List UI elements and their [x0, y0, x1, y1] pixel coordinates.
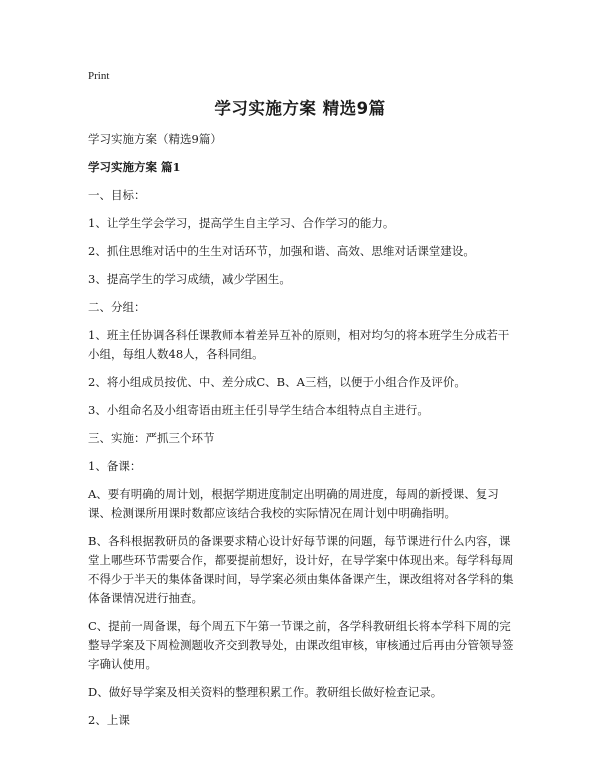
section-heading: 学习实施方案 篇1 [88, 160, 181, 174]
paragraph: 1、让学生学会学习，提高学生自主学习、合作学习的能力。 [88, 216, 395, 230]
paragraph: 一、目标： [88, 188, 146, 202]
paragraph: 1、班主任协调各科任课教师本着差异互补的原则，相对均匀的将本班学生分成若干小组，每组人数48人，各科同组。 [88, 328, 510, 361]
print-label[interactable]: Print [88, 70, 110, 82]
document-subtitle: 学习实施方案（精选9篇） [88, 132, 222, 146]
paragraph: 2、抓住思维对话中的生生对话环节，加强和谐、高效、思维对话课堂建设。 [88, 244, 475, 258]
paragraph: A、要有明确的周计划，根据学期进度制定出明确的周进度，每周的新授课、复习课、检测课所用课时数都应该结合我校的实际情况在周计划中明确指明。 [88, 487, 499, 520]
paragraph: 2、上课 [88, 713, 130, 727]
paragraph: B、各科根据教研员的备课要求精心设计好每节课的问题，每节课进行什么内容，课堂上哪些环节需要合作，都要提前想好，设计好，在导学案中体现出来。每学科每周不得少于半天的集体备课时间，导学案必须由集体备课产生，课改组将对各学科的集体备课情况进行抽查。 [88, 534, 514, 605]
paragraph: 三、实施：严抓三个环节 [88, 431, 215, 445]
paragraph: 2、将小组成员按优、中、差分成C、B、A三档，以便于小组合作及评价。 [88, 375, 466, 389]
paragraph: D、做好导学案及相关资料的整理积累工作。教研组长做好检查记录。 [88, 685, 443, 699]
paragraph: 3、提高学生的学习成绩，减少学困生。 [88, 272, 291, 286]
paragraph: 1、备课： [88, 459, 142, 473]
paragraph: 二、分组： [88, 300, 146, 314]
page-title: 学习实施方案 精选9篇 [214, 99, 386, 118]
paragraph: C、提前一周备课，每个周五下午第一节课之前，各学科教研组长将本学科下周的完整导学案及下周检测题收齐交到教导处，由课改组审核，审核通过后再由分管领导签字确认使用。 [88, 619, 514, 671]
document-body [88, 130, 520, 739]
paragraph: 3、小组命名及小组寄语由班主任引导学生结合本组特点自主进行。 [88, 403, 429, 417]
